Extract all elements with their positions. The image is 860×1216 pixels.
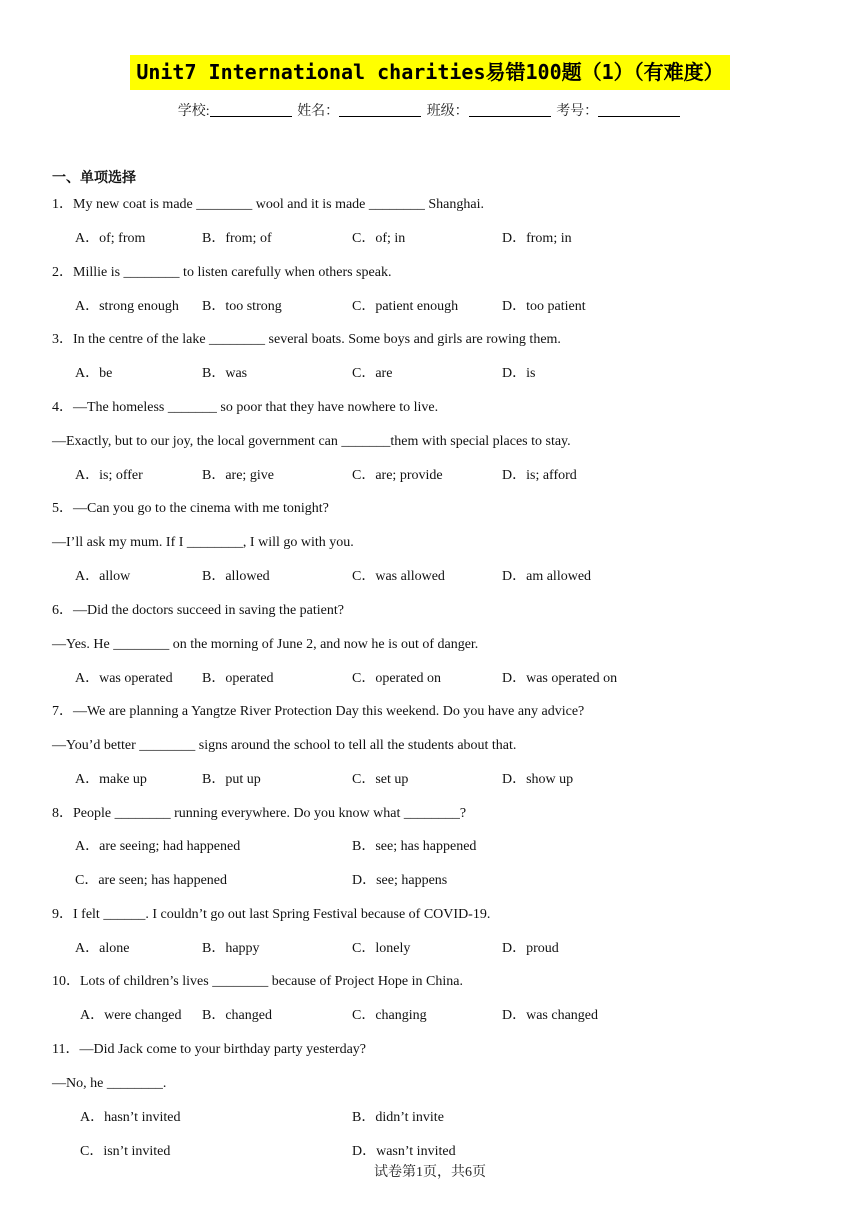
question-11-option-d[interactable]: D．wasn’t invited	[352, 1144, 456, 1159]
exam-number-blank	[598, 102, 680, 117]
question-11-option-b[interactable]: B．didn’t invite	[352, 1110, 444, 1125]
question-10-option-a[interactable]: A．were changed	[80, 1008, 182, 1023]
question-5-option-c[interactable]: C．was allowed	[352, 569, 445, 584]
question-2-option-c[interactable]: C．patient enough	[352, 299, 459, 314]
question-1-option-a[interactable]: A．of; from	[75, 231, 146, 246]
section-heading: 一、单项选择	[52, 170, 136, 186]
name-blank	[339, 102, 421, 117]
question-6-option-c[interactable]: C．operated on	[352, 671, 442, 686]
question-3-stem: 3．In the centre of the lake ________ several boats. Some boys and girls are rowing them.	[52, 332, 561, 347]
question-9-option-c[interactable]: C．lonely	[352, 941, 411, 956]
question-4-stem: 4．—The homeless _______ so poor that they have nowhere to live.	[52, 400, 439, 415]
question-7-stem: 7．—We are planning a Yangtze River Protection Day this weekend. Do you have any advice?	[52, 704, 585, 719]
question-6-option-d[interactable]: D．was operated on	[502, 671, 618, 686]
question-6-stem-line-2: —Yes. He ________ on the morning of June 2, and now he is out of danger.	[52, 637, 479, 652]
question-5-stem: 5．—Can you go to the cinema with me tonight?	[52, 501, 329, 516]
question-11-stem: 11．—Did Jack come to your birthday party yesterday?	[52, 1042, 367, 1057]
question-2-option-d[interactable]: D．too patient	[502, 299, 586, 314]
question-6-option-b[interactable]: B．operated	[202, 671, 274, 686]
question-4-option-d[interactable]: D．is; afford	[502, 468, 577, 483]
question-11-option-c[interactable]: C．isn’t invited	[80, 1144, 171, 1159]
question-9-option-b[interactable]: B．happy	[202, 941, 260, 956]
question-6-option-a[interactable]: A．was operated	[75, 671, 173, 686]
question-1-option-d[interactable]: D．from; in	[502, 231, 572, 246]
school-blank	[210, 102, 292, 117]
question-8-stem: 8．People ________ running everywhere. Do you know what ________?	[52, 806, 467, 821]
question-3-option-a[interactable]: A．be	[75, 366, 113, 381]
question-8-option-a[interactable]: A．are seeing; had happened	[75, 839, 241, 854]
question-7-option-b[interactable]: B．put up	[202, 772, 261, 787]
class-blank	[469, 102, 551, 117]
title-wrap	[0, 55, 860, 90]
question-8-option-c[interactable]: C．are seen; has happened	[75, 873, 227, 888]
question-7-option-c[interactable]: C．set up	[352, 772, 409, 787]
question-1-stem: 1．My new coat is made ________ wool and it is made ________ Shanghai.	[52, 197, 484, 212]
question-4-option-c[interactable]: C．are; provide	[352, 468, 443, 483]
question-4-stem-line-2: —Exactly, but to our joy, the local government can _______them with special places to stay.	[52, 434, 571, 449]
question-10-option-b[interactable]: B．changed	[202, 1008, 272, 1023]
class-label: 班级：	[426, 104, 469, 119]
question-7-option-a[interactable]: A．make up	[75, 772, 147, 787]
question-5-option-d[interactable]: D．am allowed	[502, 569, 592, 584]
question-3-option-c[interactable]: C．are	[352, 366, 393, 381]
question-6-stem: 6．—Did the doctors succeed in saving the patient?	[52, 603, 344, 618]
question-8-option-d[interactable]: D．see; happens	[352, 873, 448, 888]
question-4-option-a[interactable]: A．is; offer	[75, 468, 143, 483]
question-5-stem-line-2: —I’ll ask my mum. If I ________, I will go with you.	[52, 535, 354, 550]
school-label: 学校:	[177, 104, 210, 119]
question-10-option-d[interactable]: D．was changed	[502, 1008, 599, 1023]
name-label: 姓名：	[297, 104, 340, 119]
question-4-option-b[interactable]: B．are; give	[202, 468, 274, 483]
question-2-stem: 2．Millie is ________ to listen carefully when others speak.	[52, 265, 392, 280]
question-2-option-b[interactable]: B．too strong	[202, 299, 282, 314]
question-5-option-b[interactable]: B．allowed	[202, 569, 270, 584]
question-11-stem-line-2: —No, he ________.	[52, 1076, 167, 1091]
question-7-option-d[interactable]: D．show up	[502, 772, 574, 787]
question-9-option-d[interactable]: D．proud	[502, 941, 559, 956]
question-9-stem: 9．I felt ______. I couldn’t go out last Spring Festival because of COVID-19.	[52, 907, 491, 922]
page-footer: 试卷第1页，共6页	[374, 1165, 486, 1180]
question-11-option-a[interactable]: A．hasn’t invited	[80, 1110, 181, 1125]
question-3-option-b[interactable]: B．was	[202, 366, 248, 381]
question-3-option-d[interactable]: D．is	[502, 366, 536, 381]
exam-number-label: 考号：	[556, 104, 599, 119]
question-7-stem-line-2: —You’d better ________ signs around the school to tell all the students about that.	[52, 738, 517, 753]
question-1-option-c[interactable]: C．of; in	[352, 231, 406, 246]
question-9-option-a[interactable]: A．alone	[75, 941, 130, 956]
page-title: Unit7 International charities易错100题（1）（有难度）	[130, 55, 729, 90]
question-8-option-b[interactable]: B．see; has happened	[352, 839, 477, 854]
student-info	[0, 100, 860, 120]
question-5-option-a[interactable]: A．allow	[75, 569, 131, 584]
question-10-option-c[interactable]: C．changing	[352, 1008, 427, 1023]
question-2-option-a[interactable]: A．strong enough	[75, 299, 179, 314]
question-10-stem: 10．Lots of children’s lives ________ because of Project Hope in China.	[52, 974, 463, 989]
question-1-option-b[interactable]: B．from; of	[202, 231, 272, 246]
